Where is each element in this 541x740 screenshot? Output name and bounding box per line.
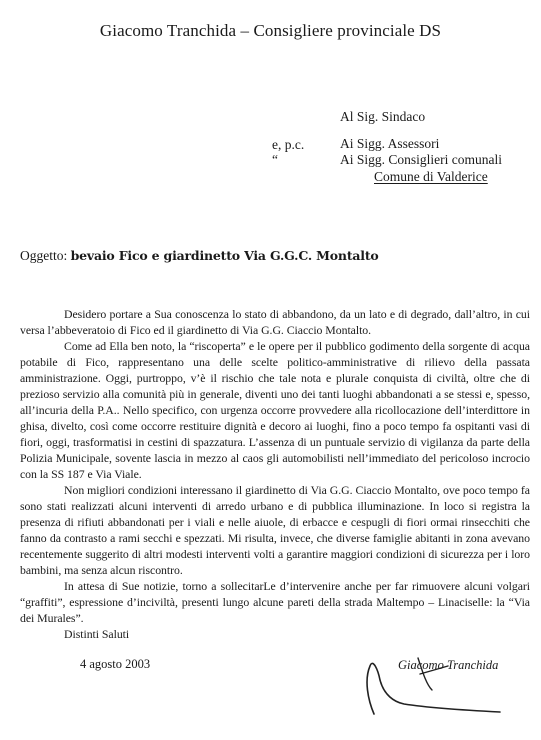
body-paragraph: Come ad Ella ben noto, la “riscoperta” e le opere per il pubblico godimento della sorgente di acqua potabile di Fico, rappresentano una delle scelte politico-amministrative di rilievo della passata amministrazione. Oggi, purtroppo, v’è il rischio che tale nota e plurale conquista di civiltà, oltre che di prezioso servizio alla comunità più in generale, diventi uno dei tanti luoghi abbandonati a se stessi e, spesso, all’incuria della P.A.. Nello specifico, con urgenza occorre provvedere alla ricollocazione dell’interdittore in ghisa, divelto, così come occorre restituire dignità e decoro ai luoghi, fino a poco tempo fa ospitanti vasi di fiori, oggi, trasformatisi in cestini di spazzatura. L’assenza di un puntuale servizio di vigilanza da parte della Polizia Municipale, sovente lascia in mezzo al caos gli automobilisti nell’immediato del pericoloso incrocio con la SS 187 e Via Viale. [20,339,530,481]
subject-line [20,248,379,264]
body-paragraph: Non migliori condizioni interessano il giardinetto di Via G.G. Ciaccio Montalto, ove poco tempo fa sono stati realizzati alcuni interventi di arredo urbano e di pubblica illuminazione. In loco si registra la presenza di rifiuti abbandonati per i viali e nelle aiuole, di erbacce e cespugli di fiori ormai rinsecchiti che fanno da contrasto a rami secchi e spezzati. Mi risulta, invece, che diverse famiglie abitanti in zona avevano recentemente suggerito di altri modesti interventi volti a garantire maggiori condizioni di sicurezza per i loro bambini, ma senza alcun riscontro. [20,483,530,577]
ditto-mark: “ [272,152,278,167]
addressee-assessori: Ai Sigg. Assessori [340,136,440,151]
addressee-consiglieri: Ai Sigg. Consiglieri comunali [340,152,502,167]
letter-date: 4 agosto 2003 [80,657,151,671]
handwritten-signature [360,640,510,720]
body-paragraph: In attesa di Sue notizie, torno a sollecitarLe d’intervenire anche per far rimuovere alcuni volgari “graffiti”, espressione d’inciviltà, presenti lungo alcune pareti della strada Maltempo – Linaciselle: la “Via dei Murales”. [20,579,530,625]
subject-label: Oggetto: [20,248,68,263]
addressee-comune: Comune di Valderice [374,169,488,184]
addressee-sindaco: Al Sig. Sindaco [340,109,426,124]
closing-salutation: Distinti Saluti [64,627,130,641]
letterhead-title: Giacomo Tranchida – Consigliere provinciale DS [99,21,442,40]
letter-body [20,306,530,642]
subject-text: bevaio Fico e giardinetto Via G.G.C. Montalto [70,248,379,263]
body-paragraph: Desidero portare a Sua conoscenza lo stato di abbandono, da un lato e di degrado, dall’altro, in cui versa l’abbeveratoio di Fico ed il giardinetto di Via G.G. Ciaccio Montalto. [20,307,530,337]
copy-to-label: e, p.c. [272,137,305,152]
signatory-name: Giacomo Tranchida [398,658,499,672]
